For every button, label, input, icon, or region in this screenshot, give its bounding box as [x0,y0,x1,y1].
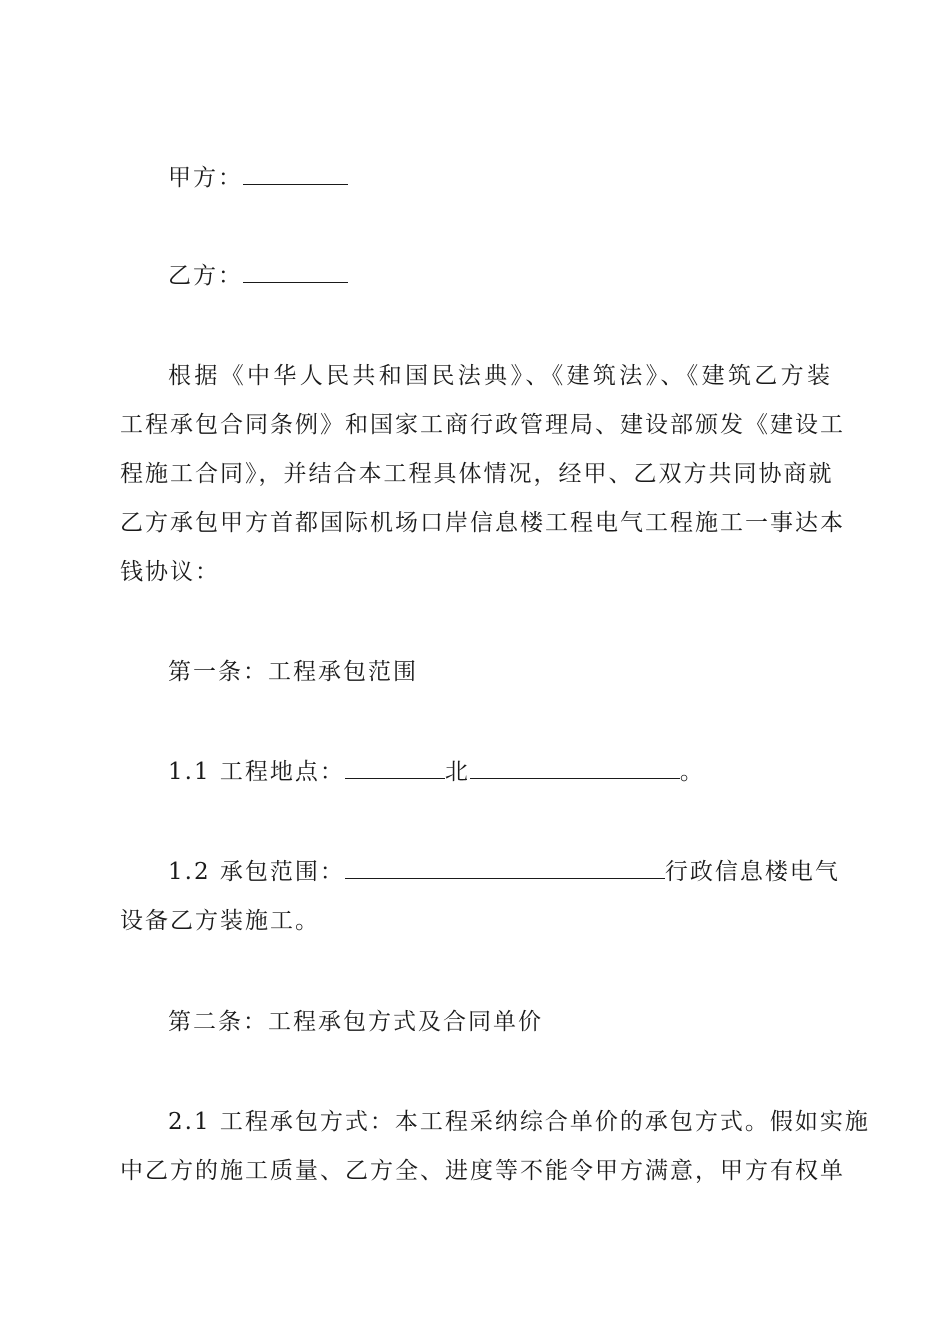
preamble-line-1: 根据《中华人民共和国民法典》、《建筑法》、《建筑乙方装 [168,363,832,389]
party-b-blank [243,260,348,283]
item-1-2-suffix: 行政信息楼电气 [664,859,840,885]
preamble-line-2: 工程承包合同条例》和国家工商行政管理局、建设部颁发《建设工 [120,412,845,438]
party-b-label: 乙方： [168,263,243,289]
party-b-line [168,252,880,301]
item-2-1-line-1: 2.1 工程承包方式：本工程采纳综合单价的承包方式。假如实施 [168,1109,870,1135]
item-1-1-blank-1 [345,756,445,779]
preamble-line-4: 乙方承包甲方首都国际机场口岸信息楼工程电气工程施工一事达本 [120,510,845,536]
article-2-heading: 第二条：工程承包方式及合同单价 [168,1009,543,1035]
preamble-line-5: 钱协议： [120,559,220,585]
party-a-blank [243,162,348,185]
item-1-2-prefix: 1.2 承包范围： [168,859,345,885]
item-1-1-suffix: 。 [679,759,705,785]
preamble-line-3: 程施工合同》，并结合本工程具体情况，经甲、乙双方共同协商就 [120,461,834,487]
item-1-1-prefix: 1.1 工程地点： [168,759,345,785]
article-1-heading: 第一条：工程承包范围 [168,659,418,685]
party-a-label: 甲方： [168,165,243,191]
item-1-2-line [168,848,880,897]
item-1-2-blank [345,856,665,879]
item-1-1-blank-2 [470,756,680,779]
item-1-1-mid: 北 [444,759,470,785]
party-a-line [168,154,880,203]
item-1-2-line-2: 设备乙方装施工。 [120,908,320,934]
item-1-1-line [168,748,880,797]
item-2-1-line-2: 中乙方的施工质量、乙方全、进度等不能令甲方满意，甲方有权单 [120,1158,845,1184]
